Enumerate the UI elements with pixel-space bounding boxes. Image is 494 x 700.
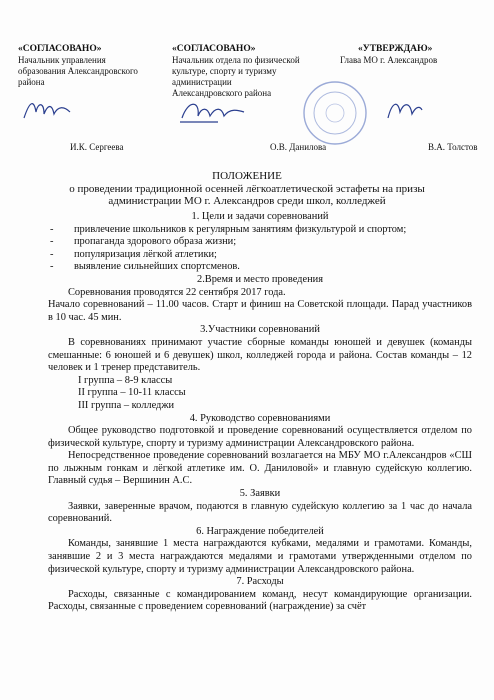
paragraph: Непосредственное проведение соревнований возлагается на МБУ МО г.Александров «СШ по лыжным гонкам и лёгкой атлетике им. О. Даниловой» и главную судейскую коллегию. Главный судья – Вершинин А.С. [48, 450, 472, 487]
title-heading: ПОЛОЖЕНИЕ [212, 170, 282, 182]
signer-name: О.В. Данилова [270, 142, 327, 152]
official-stamp-icon [300, 78, 370, 148]
approval-line: района [18, 77, 45, 87]
section-title: 6. Награждение победителей [196, 525, 324, 537]
section-title: 5. Заявки [239, 488, 281, 500]
list-item: - пропаганда здорового образа жизни; [48, 236, 472, 249]
approval-head [340, 44, 490, 66]
group-line: I группа – 8-9 классы [78, 374, 173, 386]
list-item: - привлечение школьников к регулярным занятиям физкультурой и спортом; [48, 224, 472, 237]
paragraph: В соревнованиях принимают участие сборные команды юношей и девушек (команды смешанные: 6 юношей и 6 девушек) школ, колледжей города и района. Состав команды – 12 человек и 1 тренер представитель. [48, 336, 472, 374]
list-item: - популяризация лёгкой атлетики; [48, 249, 472, 262]
approval-line: Начальник отдела по физической [172, 55, 300, 65]
paragraph: Соревнования проводятся 22 сентября 2017 года. [68, 286, 286, 298]
paragraph: Расходы, связанные с командированием команд, несут командирующие организации. Расходы, связанные с проведением соревнований (награждение) за счёт [48, 588, 472, 613]
approval-line: Начальник управления [18, 55, 106, 65]
approval-header: «УТВЕРЖДАЮ» [358, 44, 433, 54]
section-title: 3.Участники соревнований [200, 324, 320, 336]
paragraph: Общее руководство подготовкой и проведение соревнований осуществляется отделом по физической культуре, спорту и туризму администрации Александровского района. [48, 425, 472, 449]
approval-block [0, 44, 494, 154]
paragraph: Заявки, заверенные врачом, подаются в главную судейскую коллегию за 1 час до начала соревнований. [48, 500, 472, 525]
group-line: III группа – колледжи [78, 399, 175, 411]
title-line: о проведении традиционной осенней лёгкоатлетической эстафеты на призы [69, 182, 425, 195]
approval-line: культуре, спорту и туризму [172, 66, 277, 76]
approval-header: «СОГЛАСОВАНО» [18, 44, 102, 54]
list-item: - выявление сильнейших спортсменов. [48, 261, 472, 274]
document-body [48, 211, 472, 614]
approval-line: Александровского района [172, 88, 272, 98]
title-line: администрации МО г. Александров среди школ, колледжей [108, 195, 386, 207]
signer-name: В.А. Толстов [428, 142, 478, 152]
approval-line: образования Александровского [18, 66, 138, 76]
group-line: II группа – 10-11 классы [78, 387, 186, 399]
paragraph: Начало соревнований – 11.00 часов. Старт и финиш на Советской площади. Парад участников в 10 час. 45 мин. [48, 299, 472, 323]
section-title: 1. Цели и задачи соревнований [191, 211, 329, 222]
approval-line: Глава МО г. Александров [340, 55, 438, 65]
approval-education [18, 44, 148, 88]
signature-icon [178, 98, 246, 126]
paragraph: Команды, занявшие 1 места награждаются кубками, медалями и грамотами. Команды, занявшие 2 и 3 места награждаются медалями и грамотами утвержденными отделом по физической культуре, спорту и туризму администрации Александровского района. [48, 538, 472, 575]
section-title: 7. Расходы [236, 576, 284, 588]
approval-header: «СОГЛАСОВАНО» [172, 44, 256, 54]
section-title: 4. Руководство соревнованиями [189, 412, 331, 424]
signature-icon [22, 96, 72, 124]
approval-line: администрации [172, 77, 232, 87]
goals-list [48, 224, 472, 274]
signer-name: И.К. Сергеева [70, 142, 124, 152]
signature-icon [384, 96, 424, 124]
section-title: 2.Время и место проведения [197, 273, 323, 285]
document-title [0, 170, 494, 208]
